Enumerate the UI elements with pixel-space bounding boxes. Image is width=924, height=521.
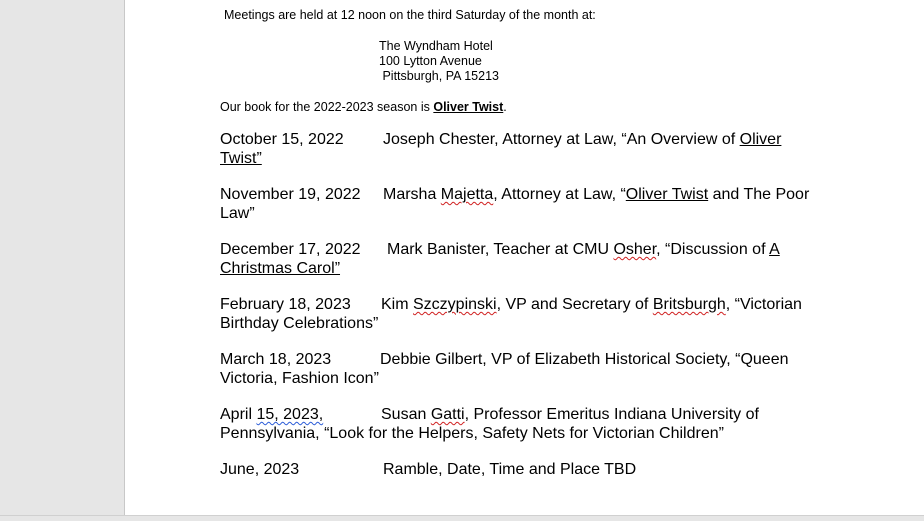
event-book-title: Christmas Carol” bbox=[220, 259, 341, 277]
event-book-title: Oliver Twist bbox=[625, 186, 709, 203]
event-book-title: Twist” bbox=[220, 149, 262, 167]
event-list bbox=[220, 131, 820, 498]
book-prefix: Our book for the 2022-2023 season is bbox=[220, 100, 434, 114]
event-date-text: April bbox=[220, 406, 257, 423]
address-line-3: Pittsburgh, PA 15213 bbox=[379, 69, 499, 83]
book-suffix: . bbox=[503, 100, 507, 114]
event-description bbox=[381, 296, 802, 315]
event-description-continued bbox=[220, 150, 820, 169]
event-description bbox=[381, 406, 759, 425]
event-text: , “Victorian bbox=[725, 296, 802, 313]
event-text: and The Poor bbox=[708, 186, 810, 203]
event-description bbox=[387, 241, 780, 260]
event-description bbox=[383, 131, 781, 150]
spelling-flagged-word[interactable]: Szczypinski bbox=[413, 296, 497, 313]
event-item bbox=[220, 406, 820, 443]
event-date: February 18, 2023 bbox=[220, 296, 351, 313]
event-text: , VP and Secretary of bbox=[496, 296, 653, 313]
event-text: Joseph Chester, Attorney at Law, “An Overview of bbox=[383, 131, 740, 148]
event-text: , “Discussion of bbox=[656, 241, 770, 258]
event-text: Marsha bbox=[383, 186, 441, 203]
event-date: December 17, 2022 bbox=[220, 241, 361, 258]
address-block bbox=[379, 39, 499, 84]
horizontal-scroll-area[interactable] bbox=[0, 515, 924, 521]
event-item bbox=[220, 131, 820, 168]
event-date: March 18, 2023 bbox=[220, 351, 332, 368]
event-item bbox=[220, 241, 820, 278]
event-date: November 19, 2022 bbox=[220, 186, 361, 203]
event-item bbox=[220, 461, 820, 480]
spelling-flagged-word[interactable]: Gatti bbox=[430, 406, 465, 423]
event-item bbox=[220, 186, 820, 223]
event-book-title: A bbox=[769, 241, 780, 258]
event-description-continued: Pennsylvania, “Look for the Helpers, Safety Nets for Victorian Children” bbox=[220, 424, 724, 442]
event-date: June, 2023 bbox=[220, 461, 300, 478]
event-text: , Attorney at Law, “ bbox=[493, 186, 626, 203]
event-book-title: Oliver bbox=[739, 131, 782, 148]
event-description: Ramble, Date, Time and Place TBD bbox=[383, 461, 637, 478]
event-date: October 15, 2022 bbox=[220, 131, 344, 148]
event-description-continued: Law” bbox=[220, 204, 255, 222]
event-text: Kim bbox=[381, 296, 413, 313]
event-text: , Professor Emeritus Indiana University of bbox=[464, 406, 759, 423]
book-line bbox=[220, 100, 507, 115]
document-page[interactable] bbox=[125, 0, 924, 515]
event-item bbox=[220, 296, 820, 333]
event-description-continued: Victoria, Fashion Icon” bbox=[220, 369, 379, 387]
grammar-flagged-text[interactable]: 15, 2023, bbox=[256, 406, 324, 423]
left-margin-gutter bbox=[0, 0, 125, 520]
address-line-2: 100 Lytton Avenue bbox=[379, 54, 482, 68]
meetings-line: Meetings are held at 12 noon on the third Saturday of the month at: bbox=[224, 8, 596, 22]
event-text: Susan bbox=[381, 406, 431, 423]
book-title: Oliver Twist bbox=[433, 100, 504, 114]
spelling-flagged-word[interactable]: Osher bbox=[613, 241, 657, 258]
spelling-flagged-word[interactable]: Britsburgh bbox=[652, 296, 726, 313]
event-item bbox=[220, 351, 820, 388]
event-description-continued: Birthday Celebrations” bbox=[220, 314, 379, 332]
event-date bbox=[220, 406, 323, 425]
event-description: Debbie Gilbert, VP of Elizabeth Historical Society, “Queen bbox=[380, 351, 789, 368]
spelling-flagged-word[interactable]: Majetta bbox=[440, 186, 494, 203]
address-line-1: The Wyndham Hotel bbox=[379, 39, 493, 53]
event-description bbox=[383, 186, 809, 205]
event-text: Mark Banister, Teacher at CMU bbox=[387, 241, 614, 258]
event-description-continued bbox=[220, 260, 820, 279]
